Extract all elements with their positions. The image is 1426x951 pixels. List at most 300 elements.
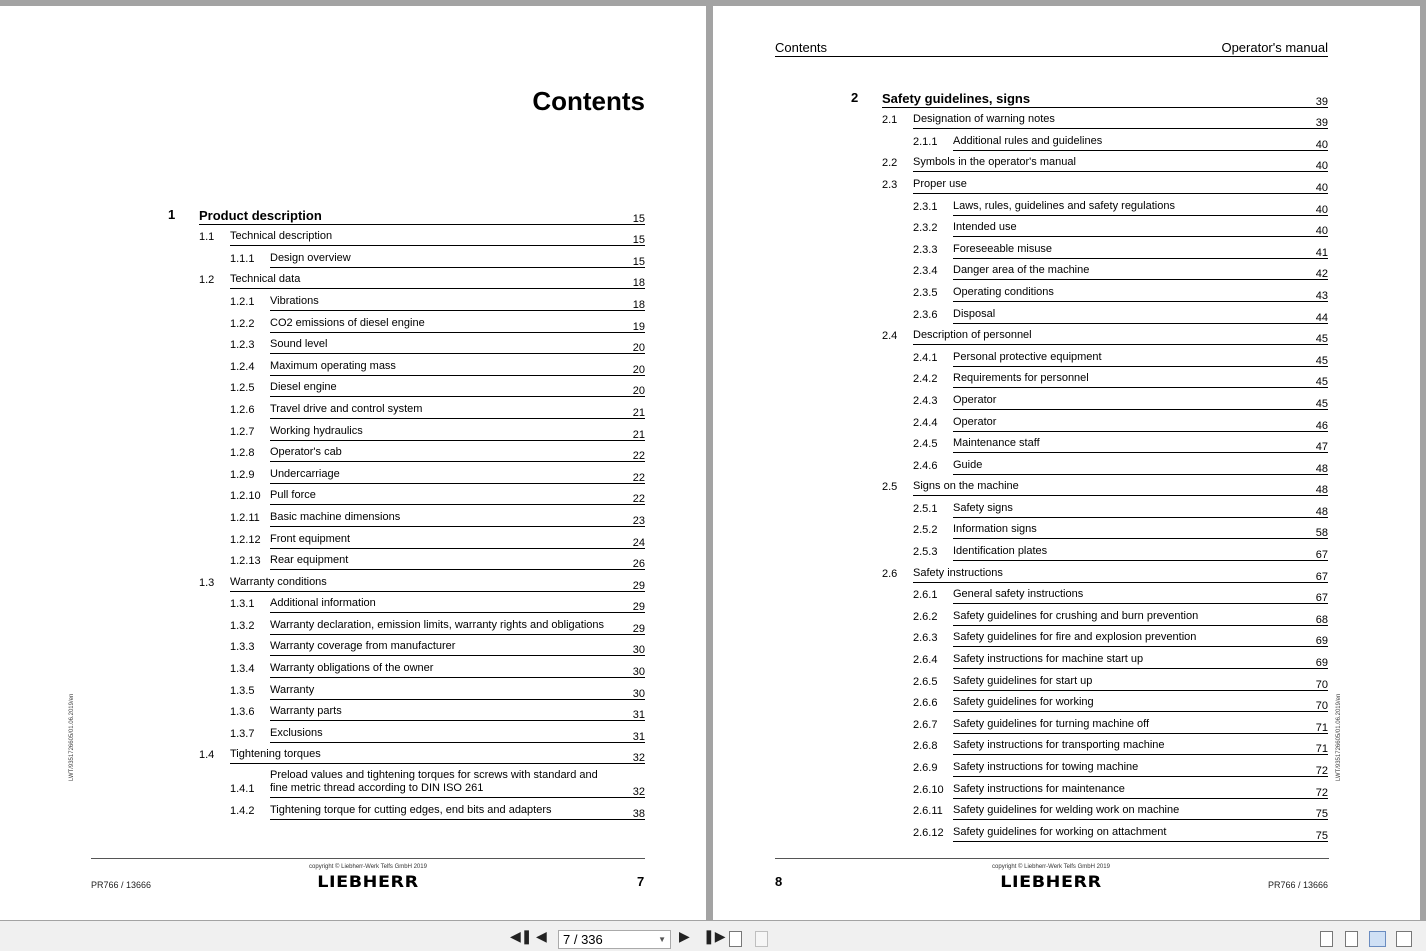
entry-page: 45 (1315, 376, 1328, 389)
entry-page: 39 (1315, 95, 1328, 108)
page-number: 7 (637, 874, 645, 889)
entry-page: 75 (1315, 829, 1328, 842)
entry-page: 15 (632, 234, 645, 247)
footer-divider (91, 858, 645, 859)
toc-entry[interactable] (851, 302, 1328, 324)
entry-page: 40 (1315, 160, 1328, 173)
entry-page: 15 (632, 212, 645, 225)
header-right: Operator's manual (1221, 40, 1328, 55)
entry-title: Additional information (270, 597, 376, 610)
entry-title: Tightening torque for cutting edges, end bits and adapters (270, 804, 552, 817)
entry-body (953, 588, 1328, 604)
toc-entry[interactable] (851, 561, 1328, 583)
toc-entry[interactable] (168, 570, 645, 592)
page-field-value: 7 / 336 (563, 932, 603, 947)
toc-entry[interactable] (168, 203, 645, 225)
entry-body (953, 502, 1328, 518)
entry-page: 29 (632, 579, 645, 592)
entry-number: 2.3 (882, 178, 898, 191)
entry-title: Safety signs (953, 501, 1013, 514)
entry-body (270, 640, 645, 656)
entry-title: Guide (953, 458, 983, 471)
toc-entry[interactable] (851, 669, 1328, 691)
entry-number: 1.1 (199, 231, 215, 244)
toc-entry[interactable] (851, 820, 1328, 842)
insert-page-icon[interactable] (755, 931, 768, 947)
toc-entry[interactable] (851, 388, 1328, 410)
toc-entry[interactable] (168, 721, 645, 743)
entry-number: 2.6.2 (913, 610, 938, 623)
entry-number: 1.2.9 (230, 468, 255, 481)
toc-entry[interactable] (168, 656, 645, 678)
copyright: copyright © Liebherr-Werk Telfs GmbH 2019 (992, 864, 1110, 870)
entry-title: Maintenance staff (953, 437, 1040, 450)
first-page-icon[interactable]: ◀❚ (510, 928, 533, 944)
entry-page: 71 (1315, 743, 1328, 756)
entry-page: 22 (632, 493, 645, 506)
toc-entry[interactable] (168, 311, 645, 333)
entry-title: Warranty obligations of the owner (270, 662, 434, 675)
entry-page: 30 (632, 644, 645, 657)
entry-body (913, 178, 1328, 194)
entry-title: Symbols in the operator's manual (913, 156, 1076, 169)
entry-page: 19 (632, 320, 645, 333)
entry-title: Working hydraulics (270, 424, 363, 437)
doc-code: PR766 / 13666 (1268, 880, 1329, 890)
entry-title: Technical data (230, 273, 301, 286)
toc-entry[interactable] (851, 691, 1328, 713)
entry-number: 2.5 (882, 481, 898, 494)
continuous-view-icon[interactable] (1345, 931, 1358, 947)
entry-title: Safety instructions (913, 566, 1003, 579)
entry-number: 2.6.1 (913, 589, 938, 602)
toc-entry[interactable] (168, 289, 645, 311)
document-id-side-text: LWT/9351726605/01.06.2019/en (1336, 693, 1342, 781)
toc-entry[interactable] (851, 647, 1328, 669)
toc-entry[interactable] (851, 712, 1328, 734)
entry-body (270, 619, 645, 635)
entry-page: 46 (1315, 419, 1328, 432)
entry-page: 43 (1315, 289, 1328, 302)
toc-entry[interactable] (168, 505, 645, 527)
entry-page: 29 (632, 601, 645, 614)
entry-body (953, 826, 1328, 842)
entry-page: 67 (1315, 570, 1328, 583)
entry-title: Travel drive and control system (270, 402, 423, 415)
entry-title: Intended use (953, 221, 1017, 234)
toc-entry[interactable] (851, 734, 1328, 756)
header-left: Contents (775, 40, 828, 55)
toc-entry[interactable] (851, 86, 1328, 108)
entry-page: 41 (1315, 246, 1328, 259)
toc-entry[interactable] (851, 777, 1328, 799)
entry-title: Preload values and tightening torques for screws with standard and fine metric thread according to DIN ISO 261 (270, 769, 598, 795)
toc-entry[interactable] (168, 246, 645, 268)
toc-entry[interactable] (168, 333, 645, 355)
entry-number: 2.6.12 (913, 826, 944, 839)
entry-title: Designation of warning notes (913, 113, 1055, 126)
entry-title: Warranty declaration, emission limits, warranty rights and obligations (270, 618, 605, 631)
entry-body (953, 761, 1328, 777)
entry-page: 32 (632, 786, 645, 799)
entry-title: Disposal (953, 307, 996, 320)
toc-entry[interactable] (168, 635, 645, 657)
next-page-icon[interactable]: ▶ (679, 928, 690, 944)
entry-body (270, 381, 645, 397)
two-page-continuous-view-icon[interactable] (1396, 931, 1412, 947)
entry-page: 31 (632, 730, 645, 743)
entry-number: 1.1.1 (230, 252, 255, 265)
entry-page: 67 (1315, 592, 1328, 605)
entry-number: 2.6.9 (913, 762, 938, 774)
entry-title: Personal protective equipment (953, 350, 1102, 363)
entry-page: 23 (632, 514, 645, 527)
entry-body (953, 631, 1328, 647)
entry-number: 2.1 (882, 114, 898, 127)
entry-body (270, 597, 645, 613)
entry-body (270, 317, 645, 333)
toc-entry[interactable] (851, 496, 1328, 518)
single-page-view-icon[interactable] (1320, 931, 1333, 947)
entry-page: 47 (1315, 441, 1328, 454)
toc-entry[interactable] (851, 626, 1328, 648)
entry-title: Vibrations (270, 294, 319, 307)
toc-entry[interactable] (851, 151, 1328, 173)
entry-body (953, 610, 1328, 626)
entry-page: 26 (632, 558, 645, 571)
doc-code: PR766 / 13666 (91, 880, 152, 890)
copyright: copyright © Liebherr-Werk Telfs GmbH 2019 (309, 864, 427, 870)
entry-page: 40 (1315, 138, 1328, 151)
entry-number: 1.2.10 (230, 490, 261, 503)
last-page-icon[interactable]: ❚▶ (703, 928, 726, 944)
entry-body (913, 156, 1328, 172)
entry-title: Safety guidelines, signs (882, 90, 1031, 106)
page-title: Contents (532, 86, 645, 116)
entry-number: 2.3.2 (913, 222, 938, 235)
entry-body (270, 684, 645, 700)
entry-number: 2.4.3 (913, 394, 938, 407)
previous-page-icon[interactable]: ◀ (536, 928, 547, 944)
entry-page: 18 (632, 277, 645, 290)
entry-page: 69 (1315, 635, 1328, 648)
entry-title: Technical description (230, 230, 333, 243)
toc-entry[interactable] (851, 410, 1328, 432)
entry-title: Diesel engine (270, 381, 337, 394)
entry-number: 1.4.2 (230, 805, 255, 818)
toc-entry[interactable] (168, 268, 645, 290)
entry-title: Proper use (913, 177, 967, 190)
entry-title: Operator (953, 415, 997, 428)
toc-entry[interactable] (168, 743, 645, 765)
toc-entry[interactable] (168, 592, 645, 614)
entry-page: 70 (1315, 678, 1328, 691)
entry-title: Safety guidelines for crushing and burn prevention (953, 609, 1199, 622)
entry-body (953, 372, 1328, 388)
entry-title: Operator (953, 393, 997, 406)
entry-page: 45 (1315, 333, 1328, 346)
entry-title: Warranty conditions (230, 575, 327, 588)
two-page-view-icon[interactable] (1369, 931, 1386, 947)
entry-page: 40 (1315, 181, 1328, 194)
table-of-contents (851, 86, 1328, 842)
toc-entry[interactable] (168, 549, 645, 571)
entry-page: 71 (1315, 721, 1328, 734)
entry-page: 48 (1315, 484, 1328, 497)
entry-body (953, 653, 1328, 669)
entry-page: 18 (632, 298, 645, 311)
entry-page: 44 (1315, 311, 1328, 324)
entry-number: 2.4.6 (913, 459, 938, 472)
toc-entry[interactable] (851, 367, 1328, 389)
entry-body (199, 209, 645, 225)
entry-body (953, 804, 1328, 820)
entry-number: 2.3.5 (913, 286, 938, 299)
entry-body (270, 769, 645, 798)
entry-page: 20 (632, 363, 645, 376)
pdf-toolbar (0, 921, 1426, 951)
toc-entry[interactable] (851, 280, 1328, 302)
entry-title: Front equipment (270, 532, 351, 545)
entry-body (270, 360, 645, 376)
entry-page: 15 (632, 255, 645, 268)
entry-body (953, 394, 1328, 410)
entry-number: 1.2.6 (230, 403, 255, 416)
toc-entry[interactable] (168, 419, 645, 441)
entry-number: 1 (168, 206, 176, 222)
entry-title: Information signs (953, 523, 1037, 536)
entry-body (953, 200, 1328, 216)
entry-page: 67 (1315, 549, 1328, 562)
toc-entry[interactable] (851, 755, 1328, 777)
entry-number: 2.3.3 (913, 243, 938, 256)
entry-number: 2.6.3 (913, 632, 938, 645)
entry-title: Rear equipment (270, 554, 349, 567)
entry-number: 2.6.4 (913, 654, 938, 667)
entry-body (953, 696, 1328, 712)
toc-entry[interactable] (168, 678, 645, 700)
entry-number: 1.2.7 (230, 425, 255, 438)
entry-number: 2.6.10 (913, 783, 944, 796)
toc-entry[interactable] (168, 354, 645, 376)
entry-number: 1.4 (199, 749, 215, 762)
toc-entry[interactable] (168, 613, 645, 635)
entry-page: 30 (632, 687, 645, 700)
entry-body (230, 273, 645, 289)
entry-title: Operator's cab (270, 446, 342, 459)
toc-entry[interactable] (851, 539, 1328, 561)
liebherr-logo: LIEBHERR (1000, 872, 1102, 891)
entry-title: Design overview (270, 251, 351, 264)
entry-body (230, 748, 645, 764)
entry-number: 1.3.6 (230, 706, 255, 719)
toc-entry[interactable] (168, 527, 645, 549)
toc-entry[interactable] (851, 259, 1328, 281)
entry-title: Product description (199, 207, 322, 223)
toc-entry[interactable] (168, 484, 645, 506)
entry-body (953, 523, 1328, 539)
entry-body (270, 468, 645, 484)
entry-title: Safety guidelines for welding work on machine (953, 804, 1180, 817)
entry-body (913, 567, 1328, 583)
page-number-field[interactable] (558, 930, 671, 949)
toc-entry[interactable] (168, 441, 645, 463)
entry-number: 2.4.5 (913, 438, 938, 451)
entry-page: 75 (1315, 808, 1328, 821)
chevron-down-icon[interactable]: ▼ (658, 935, 666, 944)
entry-body (913, 329, 1328, 345)
toc-entry[interactable] (168, 798, 645, 820)
toc-entry[interactable] (851, 604, 1328, 626)
entry-title: Safety instructions for transporting machine (953, 739, 1165, 752)
entry-body (270, 252, 645, 268)
entry-number: 2.2 (882, 157, 898, 170)
entry-page: 72 (1315, 786, 1328, 799)
entry-number: 1.2.5 (230, 382, 255, 395)
entry-body (953, 243, 1328, 259)
entry-number: 1.3.7 (230, 727, 255, 740)
toc-entry[interactable] (168, 462, 645, 484)
entry-number: 2.4.1 (913, 351, 938, 364)
table-of-contents (168, 203, 645, 820)
entry-title: Description of personnel (913, 329, 1032, 342)
toc-entry[interactable] (851, 324, 1328, 346)
entry-body (953, 416, 1328, 432)
entry-number: 2 (851, 89, 859, 105)
toc-entry[interactable] (851, 108, 1328, 130)
toc-entry[interactable] (851, 129, 1328, 151)
entry-body (953, 221, 1328, 237)
entry-body (270, 533, 645, 549)
entry-page: 20 (632, 342, 645, 355)
entry-body (953, 783, 1328, 799)
toc-entry[interactable] (851, 475, 1328, 497)
entry-body (270, 295, 645, 311)
entry-page: 30 (632, 666, 645, 679)
toc-entry[interactable] (168, 764, 645, 798)
toc-entry[interactable] (851, 345, 1328, 367)
toc-entry[interactable] (851, 194, 1328, 216)
entry-page: 68 (1315, 613, 1328, 626)
entry-page: 22 (632, 450, 645, 463)
toc-entry[interactable] (851, 432, 1328, 454)
entry-number: 2.4.4 (913, 416, 938, 429)
toc-entry[interactable] (168, 700, 645, 722)
document-id-side-text: LWT/9351726605/01.06.2019/en (69, 693, 75, 781)
entry-number: 2.1.1 (913, 135, 938, 148)
entry-title: Safety instructions for maintenance (953, 782, 1125, 795)
entry-number: 1.3 (199, 576, 215, 589)
entry-body (953, 459, 1328, 475)
extract-page-icon[interactable] (729, 931, 742, 947)
entry-body (953, 545, 1328, 561)
entry-page: 69 (1315, 657, 1328, 670)
toc-entry[interactable] (168, 397, 645, 419)
toc-entry[interactable] (168, 376, 645, 398)
entry-body (270, 489, 645, 505)
toc-entry[interactable] (851, 216, 1328, 238)
entry-title: Basic machine dimensions (270, 510, 401, 523)
entry-number: 1.2.8 (230, 447, 255, 460)
entry-page: 20 (632, 385, 645, 398)
toc-entry[interactable] (851, 172, 1328, 194)
entry-number: 2.6.8 (913, 740, 938, 753)
entry-page: 72 (1315, 765, 1328, 777)
entry-title: Warranty (270, 683, 315, 696)
entry-title: General safety instructions (953, 588, 1084, 601)
entry-body (953, 135, 1328, 151)
entry-page: 39 (1315, 117, 1328, 130)
entry-body (953, 351, 1328, 367)
entry-number: 2.3.6 (913, 308, 938, 321)
entry-number: 1.2.2 (230, 317, 255, 330)
entry-body (270, 425, 645, 441)
entry-body (230, 230, 645, 246)
entry-number: 1.2.3 (230, 339, 255, 352)
entry-title: Laws, rules, guidelines and safety regulations (953, 199, 1175, 212)
toc-entry[interactable] (851, 237, 1328, 259)
entry-number: 2.3.1 (913, 200, 938, 213)
entry-page: 24 (632, 536, 645, 549)
entry-number: 1.3.5 (230, 684, 255, 697)
entry-page: 45 (1315, 397, 1328, 410)
entry-page: 21 (632, 406, 645, 419)
entry-body (953, 437, 1328, 453)
entry-title: Tightening torques (230, 748, 321, 761)
entry-body (270, 446, 645, 462)
entry-body (270, 804, 645, 820)
entry-page: 29 (632, 622, 645, 635)
toc-entry[interactable] (851, 518, 1328, 540)
entry-title: Maximum operating mass (270, 359, 396, 372)
entry-body (270, 662, 645, 678)
toc-entry[interactable] (851, 583, 1328, 605)
entry-number: 2.6.7 (913, 718, 938, 731)
entry-title: Safety guidelines for start up (953, 674, 1093, 687)
entry-number: 2.6 (882, 567, 898, 580)
entry-title: Signs on the machine (913, 480, 1019, 493)
entry-number: 2.6.11 (913, 805, 943, 818)
entry-title: Pull force (270, 489, 316, 502)
pdf-page-8 (713, 6, 1420, 920)
entry-body (270, 511, 645, 527)
entry-title: Sound level (270, 338, 328, 351)
entry-page: 48 (1315, 505, 1328, 518)
entry-page: 22 (632, 471, 645, 484)
entry-body (270, 554, 645, 570)
entry-number: 1.3.4 (230, 663, 255, 676)
entry-title: Requirements for personnel (953, 372, 1089, 385)
entry-number: 1.4.1 (230, 783, 255, 796)
entry-title: Warranty coverage from manufacturer (270, 640, 456, 653)
toc-entry[interactable] (851, 799, 1328, 821)
toc-entry[interactable] (851, 453, 1328, 475)
toc-entry[interactable] (168, 225, 645, 247)
entry-number: 1.2.13 (230, 555, 261, 568)
entry-title: Warranty parts (270, 705, 342, 718)
entry-page: 32 (632, 752, 645, 765)
entry-number: 2.5.2 (913, 524, 938, 537)
entry-number: 2.5.3 (913, 546, 938, 559)
entry-page: 42 (1315, 268, 1328, 281)
page-header (775, 40, 1328, 57)
entry-number: 1.3.3 (230, 641, 255, 654)
entry-title: Undercarriage (270, 467, 340, 480)
entry-page: 40 (1315, 203, 1328, 216)
entry-body (953, 718, 1328, 734)
entry-page: 38 (632, 808, 645, 821)
entry-number: 1.3.2 (230, 619, 255, 632)
